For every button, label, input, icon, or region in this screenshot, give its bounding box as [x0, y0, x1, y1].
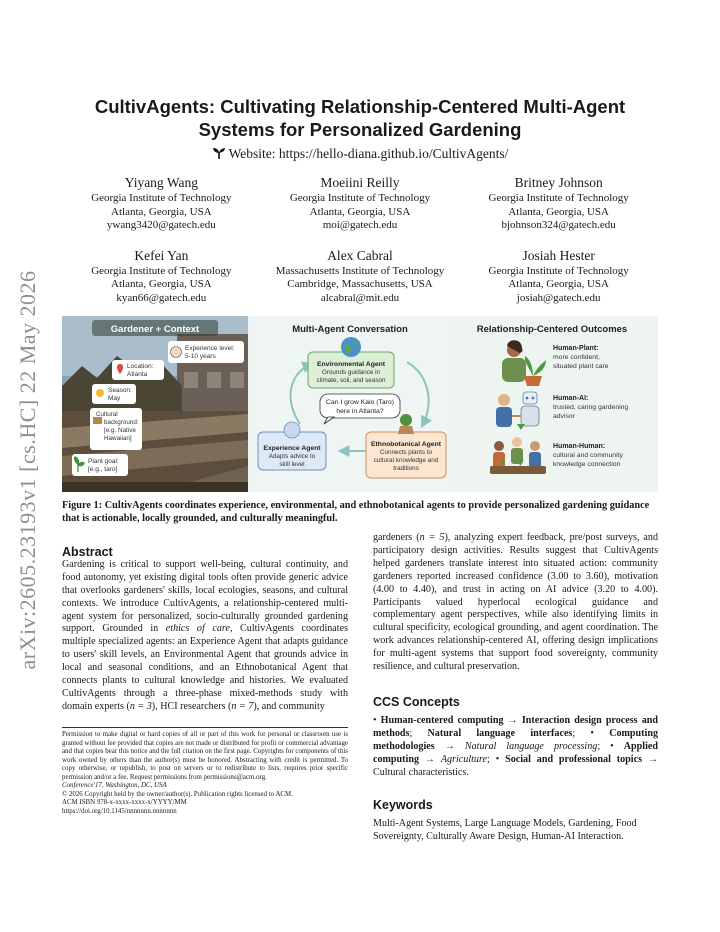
author-block: [261, 174, 460, 233]
outcome-text: advisor: [553, 413, 575, 420]
human-human-illustration: [490, 437, 546, 474]
sprout-icon: [212, 147, 226, 159]
robot-body-icon: [521, 406, 539, 426]
pot-icon: [524, 376, 542, 386]
author-email[interactable]: moi@gatech.edu: [322, 219, 398, 231]
abstract-text: ethics of care: [165, 623, 230, 635]
ccs-term: Social and professional topics: [505, 753, 643, 765]
isbn-line: ACM ISBN 978-x-xxxx-xxxx-x/YYYY/MM: [62, 799, 187, 806]
abstract-text: , CultivAgents coordinates multiple specialized agents: an Experience Agent that adapts guidance to users' skill levels, an Environmental Agent that grounds advice in local and seasonal conditions, and an Ethnobotanical Agent that connects plants to cultural knowledge and histories. We evaluated CultivAgents through a three-phase mixed-methods study with domain experts (: [62, 623, 348, 712]
outcome-text: situated plant care: [553, 363, 609, 370]
person-head-icon: [494, 441, 504, 451]
robot-head-icon: [523, 392, 537, 404]
cultural-line: [e.g. Native: [104, 427, 136, 434]
paper-title: [62, 95, 658, 141]
author-block: [459, 174, 658, 233]
ccs-end: .: [466, 766, 469, 778]
ccs-heading: CCS Concepts: [373, 694, 460, 709]
abstract-paragraph: [62, 559, 348, 714]
brain-head-icon: [284, 422, 300, 438]
author-email[interactable]: ywang3420@gatech.edu: [106, 219, 216, 231]
ccs-sep: ; •: [572, 727, 610, 739]
outcome-heading: Human-Plant:: [553, 345, 599, 352]
arxiv-side-label: [8, 255, 48, 685]
author-name: Yiyang Wang: [124, 175, 198, 190]
panel-title: Relationship-Centered Outcomes: [476, 324, 628, 335]
outcome-text: trusted, caring gardening: [553, 404, 629, 411]
author-affiliation: Georgia Institute of Technology: [289, 192, 431, 204]
ccs-arrow: →: [434, 740, 465, 752]
window: [184, 372, 198, 388]
agent-description: Grounds guidance in: [321, 369, 381, 376]
author-email[interactable]: kyan66@gatech.edu: [116, 291, 207, 304]
section-gap: [373, 779, 658, 799]
author-block: [62, 174, 261, 233]
copyright-line: © 2026 Copyright held by the owner/author(s). Publication rights licensed to ACM.: [62, 790, 293, 798]
title-line-1: CultivAgents: Cultivating Relationship-Centered Multi-Agent: [94, 96, 626, 117]
section-gap: [373, 674, 658, 696]
arxiv-identifier: arXiv:2605.23193v1 [cs.HC] 22 May 2026: [15, 270, 40, 670]
outcome-heading: Human-AI:: [553, 395, 589, 402]
ccs-term: Natural language interfaces: [427, 727, 573, 739]
ccs-term: Interaction design process and methods: [373, 714, 659, 739]
ccs-sep: ; •: [597, 740, 624, 752]
location-label: Location:: [127, 363, 154, 370]
person-head-icon: [530, 441, 540, 451]
abstract-text: ), HCI researchers (: [151, 700, 232, 712]
person-icon: [171, 347, 182, 358]
agent-name: Experience Agent: [263, 445, 321, 452]
author-name: Britney Johnson: [514, 175, 603, 190]
author-affiliation: Massachusetts Institute of Technology: [275, 264, 445, 277]
website-line: [62, 146, 658, 162]
agent-description: climate, soil, and season: [316, 377, 386, 384]
teaser-figure-svg: [62, 316, 658, 492]
person-head-icon: [498, 394, 510, 406]
panel-relationship-outcomes: [452, 316, 658, 492]
robot-eye: [526, 397, 529, 400]
cultural-line: background:: [104, 419, 139, 426]
ccs-term: Human-centered computing: [380, 714, 504, 726]
tree-icon: [400, 414, 412, 426]
abstract-text: n = 7: [231, 700, 254, 712]
ccs-sep: ; •: [487, 753, 506, 765]
window: [230, 372, 244, 388]
question-text: Can I grow Kalo (Taro): [326, 399, 394, 406]
author-location: Atlanta, Georgia, USA: [111, 278, 212, 290]
author-location: Atlanta, Georgia, USA: [508, 278, 609, 290]
panel-gardener-context: [62, 316, 248, 492]
outcome-heading: Human-Human:: [553, 443, 606, 450]
agent-name: Ethnobotanical Agent: [371, 441, 441, 448]
agent-description: cultural knowledge and: [373, 457, 439, 464]
abstract-text: n = 5: [419, 532, 445, 543]
goal-label: Plant goal:: [88, 458, 119, 465]
window: [207, 372, 221, 388]
outcome-text: more confident,: [553, 354, 600, 361]
author-location: Cambridge, Massachusetts, USA: [287, 278, 433, 290]
author-affiliation: Georgia Institute of Technology: [91, 264, 232, 277]
globe-icon: [341, 337, 361, 357]
torso: [502, 358, 526, 382]
abstract-text: Gardening is critical to support well-being, cultural continuity, and food autonomy, yet existing digital tools often provide generic advice that overlooks gardeners' skills, local ecologies, seasons, and cultural contexts. We introduce CultivAgents, a relationship-centered multi-agent system for personalized, socio-culturally grounded gardening support. Grounded in: [62, 558, 348, 635]
teaser-figure: [62, 316, 658, 492]
experience-value: 5-10 years: [185, 353, 216, 360]
agent-description: Connects plants to: [379, 449, 433, 456]
agent-description: skill level: [279, 461, 305, 468]
question-text: here in Atlanta?: [336, 408, 384, 415]
abstract-text: n = 3: [129, 700, 152, 712]
ccs-term: Agriculture: [440, 753, 488, 765]
author-block: [459, 247, 658, 306]
website-link[interactable]: Website: https://hello-diana.github.io/CultivAgents/: [228, 146, 509, 161]
ccs-arrow: →: [503, 714, 522, 726]
season-value: May: [108, 395, 121, 402]
author-email[interactable]: josiah@gatech.edu: [516, 291, 601, 304]
goal-value: [e.g., taro]: [88, 466, 118, 473]
author-affiliation: Georgia Institute of Technology: [488, 192, 629, 204]
conference-label: Conference'17, Washington, DC, USA: [62, 782, 167, 789]
author-email[interactable]: alcabral@mit.edu: [320, 291, 400, 304]
panel-title: Multi-Agent Conversation: [292, 324, 408, 335]
abstract-paragraph-continued: [373, 532, 658, 674]
temple-icon: [398, 426, 414, 434]
abstract-text: ), and community: [253, 700, 325, 712]
outcome-text: cultural and community: [553, 452, 623, 459]
author-list: [62, 174, 658, 305]
keywords-text: Multi-Agent Systems, Large Language Models, Gardening, Food Sovereignty, Culturally Aware Design, Human-AI Interaction.: [373, 818, 637, 843]
panel-title: Gardener + Context: [110, 324, 200, 335]
ccs-arrow: →: [642, 753, 658, 765]
cultural-line: Hawaiian]: [104, 435, 132, 442]
permission-footnote: [62, 727, 348, 816]
author-block: [62, 247, 261, 306]
torso: [496, 407, 512, 427]
title-line-2: Systems for Personalized Gardening: [198, 119, 522, 140]
experience-label: Experience level:: [185, 345, 235, 352]
author-block: [261, 247, 460, 306]
season-label: Season:: [108, 387, 132, 394]
person-head-icon: [512, 437, 522, 447]
conference-name: [62, 782, 348, 791]
keywords-heading: Keywords: [373, 798, 433, 813]
author-location: Atlanta, Georgia, USA: [309, 205, 411, 218]
torso: [529, 452, 541, 468]
abstract-column-left: [62, 546, 348, 714]
robot-eye: [532, 397, 535, 400]
soil: [62, 482, 248, 492]
author-name: Alex Cabral: [327, 247, 393, 263]
ccs-sep: ;: [409, 727, 428, 739]
author-affiliation: Georgia Institute of Technology: [488, 264, 629, 277]
agent-description: traditions: [393, 465, 419, 472]
cultural-line: Cultural: [96, 411, 118, 418]
author-name: Josiah Hester: [522, 247, 595, 263]
ccs-term: Computing methodologies: [373, 727, 658, 752]
author-name: Moeiini Reilly: [320, 175, 400, 190]
right-column: [373, 532, 658, 844]
abstract-text: gardeners (: [373, 532, 420, 543]
author-affiliation: Georgia Institute of Technology: [91, 192, 232, 204]
ccs-term: Applied computing: [373, 740, 658, 765]
heritage-icon: [93, 417, 102, 424]
ccs-arrow: →: [419, 753, 441, 765]
author-location: Atlanta, Georgia, USA: [508, 205, 609, 218]
ccs-term: Natural language processing: [464, 740, 598, 752]
outcome-text: knowledge connection: [553, 461, 621, 468]
agent-name: Environmental Agent: [316, 361, 386, 368]
sun-icon: [96, 389, 104, 397]
abstract-text: ), analyzing expert feedback, pre/post surveys, and participatory design activities. Results suggest that CultivAgents helped gardeners translate interest into situated action: community gardeners reported increased confidence (3.00 to 3.60), motivation (4.00 to 4.40), and trust in acting on AI advice (3.20 to 4.00). Participants valued hyperlocal ecological guidance and complementary agent perspectives, while also identifying limits in cultural specificity, ecological grounding, and agent coordination. The work advances relationship-centered AI, offering design implications for multi-agent systems that support food sovereignty, community resilience, and cultural preservation.: [373, 532, 659, 673]
author-location: Atlanta, Georgia, USA: [111, 205, 212, 218]
figure-caption: Figure 1: CultivAgents coordinates experience, environmental, and ethnobotanical agents to provide personalized gardening guidance that is actionable, locally grounded, and culturally meaningful.: [62, 500, 650, 524]
ccs-term: Cultural characteristics: [373, 766, 467, 778]
abstract-heading: Abstract: [62, 545, 113, 559]
ccs-bullet: •: [373, 714, 381, 726]
ccs-text: [373, 715, 658, 780]
agent-description: Adapts advice to: [268, 453, 316, 460]
doi-line[interactable]: https://doi.org/10.1145/nnnnnnn.nnnnnnn: [62, 807, 177, 815]
author-name: Kefei Yan: [134, 247, 189, 263]
panel-multi-agent-conversation: [250, 316, 450, 492]
permission-text: Permission to make digital or hard copies of all or part of this work for personal or classroom use is granted without fee provided that copies are not made or distributed for profit or commercial advantage and that copies bear this notice and the full citation on the first page. Copyrights for components of this work owned by others than the author(s) must be honored. Abstracting with credit is permitted. To copy otherwise, or republish, to post on servers or to redistribute to lists, requires prior specific permission and/or a fee. Request permissions from permissions@acm.org.: [62, 731, 348, 781]
location-value: Atlanta: [127, 371, 148, 378]
garden-bed: [490, 466, 546, 474]
author-email[interactable]: bjohnson324@gatech.edu: [501, 219, 616, 231]
